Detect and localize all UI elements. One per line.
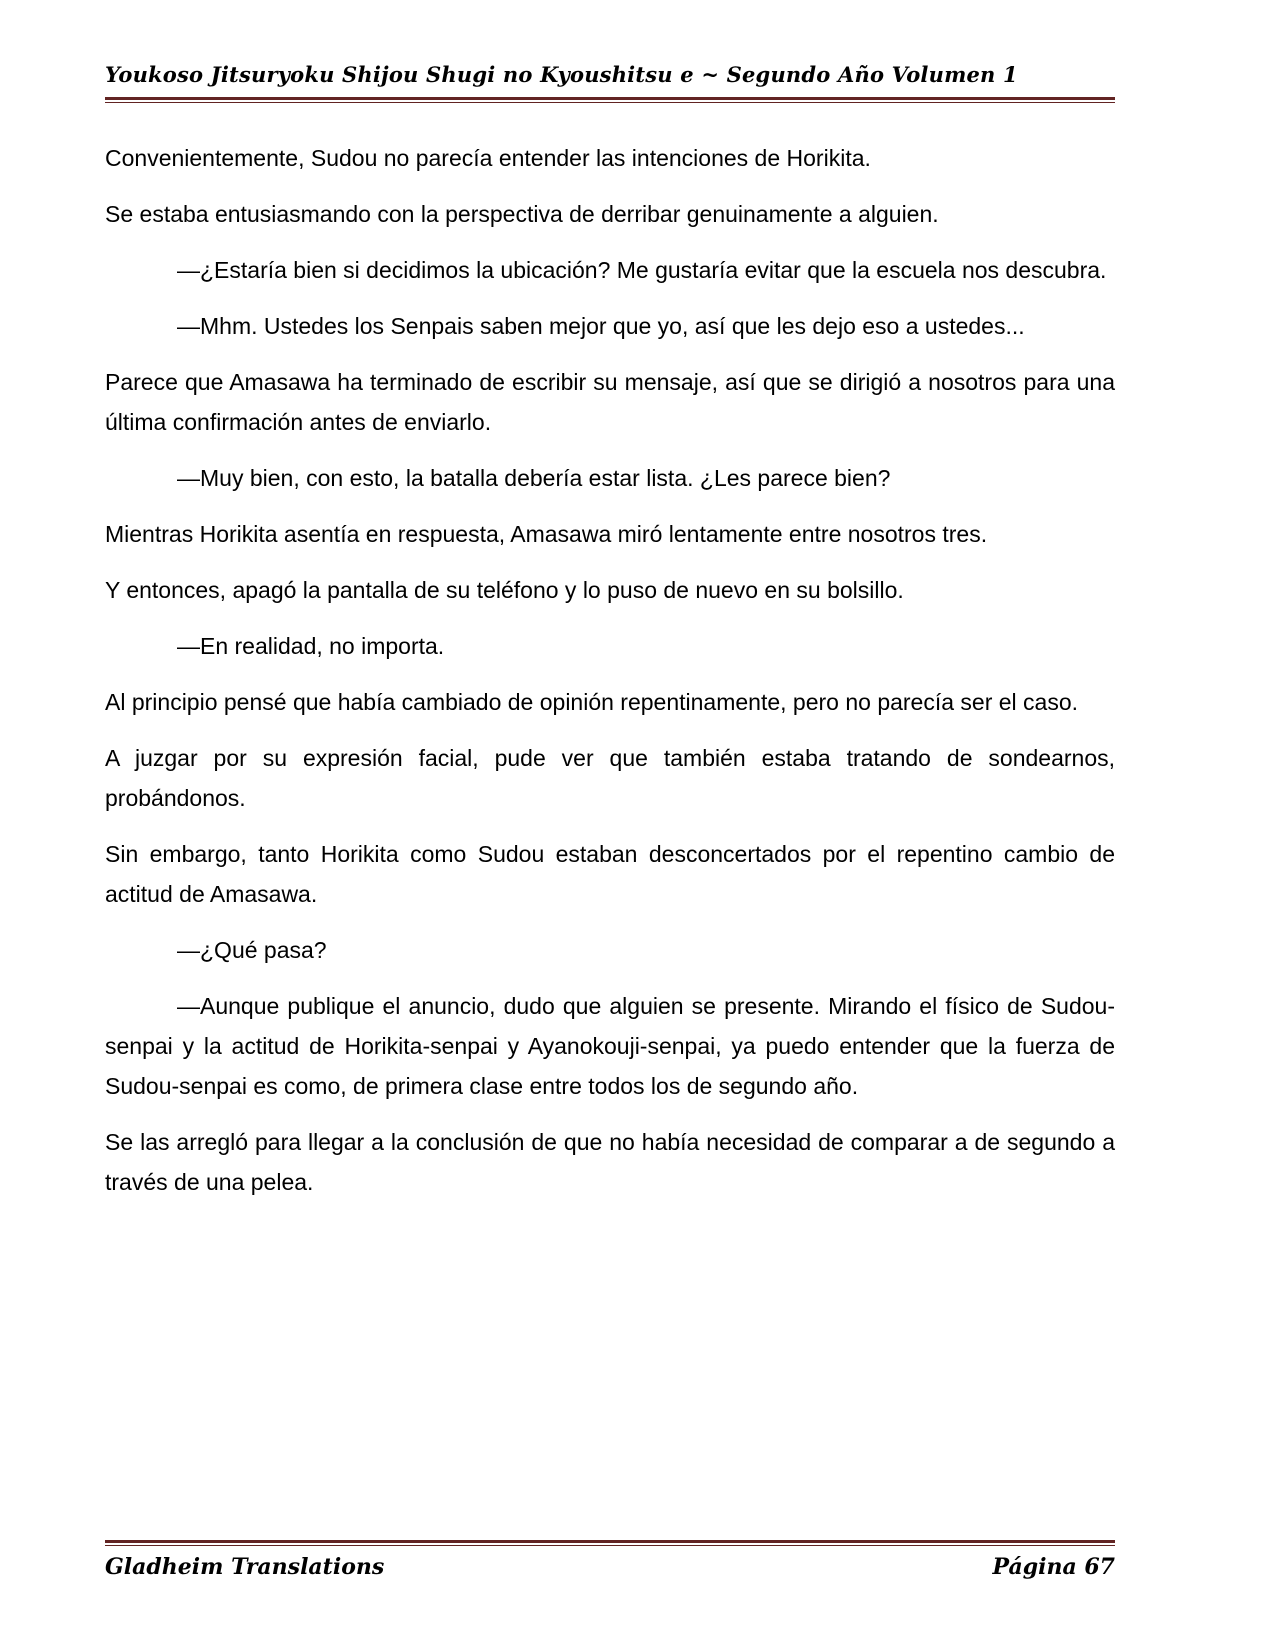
paragraph: Se las arregló para llegar a la conclusión de que no había necesidad de comparar a de segundo a través de una pelea. (105, 1129, 1115, 1195)
paragraph: Parece que Amasawa ha terminado de escribir su mensaje, así que se dirigió a nosotros para una última confirmación antes de enviarlo. (105, 369, 1115, 435)
paragraph: Sin embargo, tanto Horikita como Sudou estaban desconcertados por el repentino cambio de actitud de Amasawa. (105, 841, 1115, 907)
paragraph: Se estaba entusiasmando con la perspectiva de derribar genuinamente a alguien. (105, 201, 939, 227)
footer-page-number: Página 67 (992, 1554, 1115, 1580)
paragraph: Convenientemente, Sudou no parecía entender las intenciones de Horikita. (105, 145, 871, 171)
paragraph: —¿Estaría bien si decidimos la ubicación? Me gustaría evitar que la escuela nos descubra. (177, 257, 1107, 283)
paragraph: Mientras Horikita asentía en respuesta, Amasawa miró lentamente entre nosotros tres. (105, 521, 988, 547)
paragraph: Al principio pensé que había cambiado de opinión repentinamente, pero no parecía ser el caso. (105, 689, 1079, 715)
paragraph: A juzgar por su expresión facial, pude ver que también estaba tratando de sondearnos, probándonos. (105, 745, 1115, 811)
page-footer (105, 1540, 1115, 1580)
header-rule (105, 97, 1115, 103)
body-paragraphs (105, 138, 1115, 1218)
footer-translator: Gladheim Translations (105, 1554, 385, 1580)
page-header (105, 62, 1115, 103)
paragraph: Y entonces, apagó la pantalla de su teléfono y lo puso de nuevo en su bolsillo. (105, 577, 904, 603)
paragraph: —Aunque publique el anuncio, dudo que alguien se presente. Mirando el físico de Sudou-senpai y la actitud de Horikita-senpai y Ayanokouji-senpai, ya puedo entender que la fuerza de Sudou-senpai es como, de primera clase entre todos los de segundo año. (105, 993, 1115, 1099)
paragraph: —En realidad, no importa. (177, 633, 445, 659)
paragraph: —¿Qué pasa? (177, 937, 327, 963)
paragraph: —Mhm. Ustedes los Senpais saben mejor que yo, así que les dejo eso a ustedes... (177, 313, 1025, 339)
paragraph: —Muy bien, con esto, la batalla debería estar lista. ¿Les parece bien? (177, 465, 891, 491)
header-title: Youkoso Jitsuryoku Shijou Shugi no Kyoushitsu e ~ Segundo Año Volumen 1 (105, 62, 1018, 87)
footer-rule (105, 1540, 1115, 1546)
footer-row (105, 1554, 1115, 1580)
